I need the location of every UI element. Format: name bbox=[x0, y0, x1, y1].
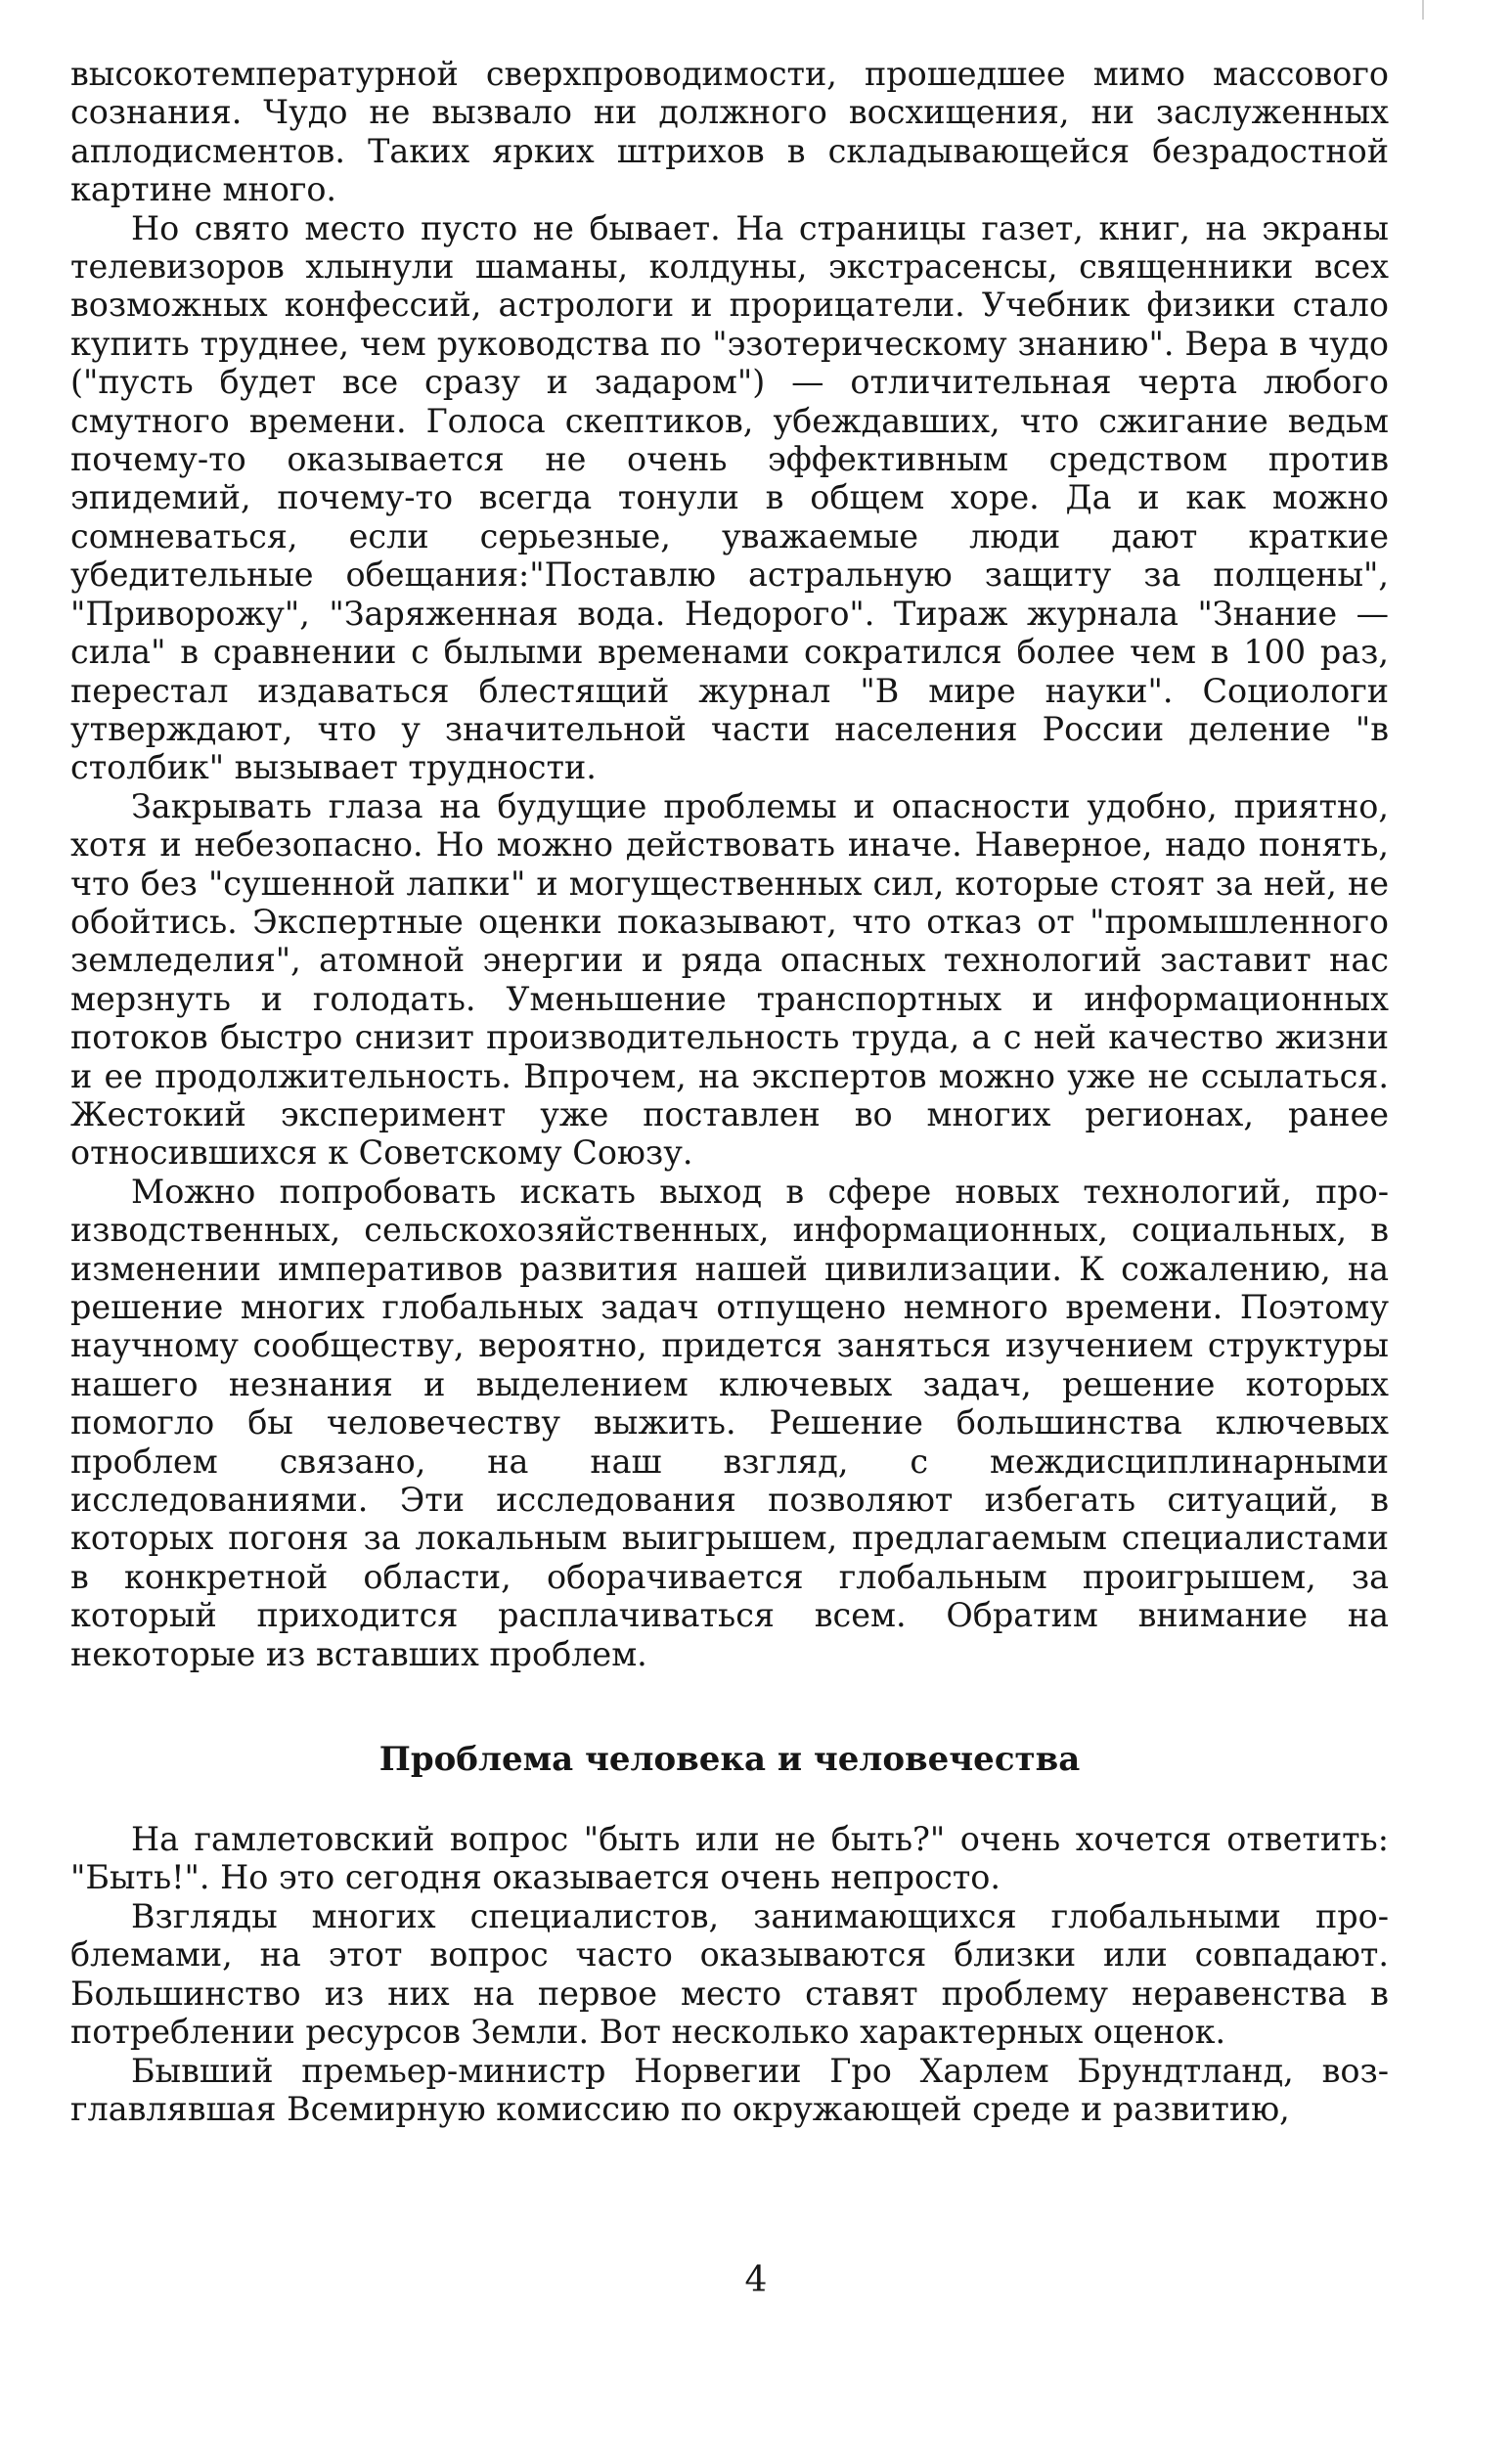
page-number: 4 bbox=[744, 2260, 768, 2300]
paragraph-experts-views: Взгляды многих специалистов, занимающихся глобальными проблемами, на этот вопрос часто оказываются близки или совпадают. Большинство из них на первое место ставят проблему неравенства в потреблении ресурсов Земли. Вот несколько характерных оценок. bbox=[70, 1896, 1389, 2052]
paragraph-dangers: Закрывать глаза на будущие проблемы и опасности удобно, приятно, хотя и небезопасно. Но можно действовать иначе. Наверное, надо понять, что без "сушенной лапки" и могущественных сил, которые стоят за ней, не обойтись. Экспертные оценки показывают, что отказ от "промышленного земледелия", атомной энергии и ряда опасных технологий заставит нас мерзнуть и голодать. Уменьшение транспортных и информационных потоков быстро снизит производительность труда, а с ней качество жизни и ее продолжительность. Впрочем, на экспертов можно уже не ссылаться. Жестокий эксперимент уже поставлен во многих регионах, ранее относившихся к Советскому Союзу. bbox=[70, 786, 1389, 1173]
paragraph-continuation: высокотемпературной сверхпроводимости, прошедшее мимо массового сознания. Чудо не вызвало ни должного восхищения, ни заслуженных аплодисментов. Таких ярких штрихов в складывающейся безрадостной картине много. bbox=[70, 55, 1389, 209]
section-heading: Проблема человека и человечества bbox=[378, 1740, 1081, 1780]
scan-edge-mark bbox=[1422, 0, 1424, 20]
paragraph-esoteric: Но свято место пусто не бывает. На страницы газет, книг, на экраны телевизоров хлынули шаманы, колдуны, экстрасенсы, священники всех возможных конфессий, астрологи и прорицатели. Учебник физики стало купить труднее, чем руководства по "эзотерическому знанию". Вера в чудо ("пусть будет все сразу и задаром") — отличительная черта любого смутного времени. Голоса скептиков, убеждавших, что сжигание ведьм почему-то оказывается не очень эффективным средством против эпидемий, почему-то всегда тонули в общем хоре. Да и как можно сомневаться, если серьезные, уважаемые люди дают краткие убедительные обещания:"Поставлю астральную защиту за полцены", "Приворожу", "Заряженная вода. Недорого". Тираж журнала "Знание — сила" в сравнении с былыми временами сократился более чем в 100 раз, перестал издаваться блестящий журнал "В мире науки". Социологи утверждают, что у значительной части населения России деление "в столбик" вызывает трудности. bbox=[70, 208, 1389, 787]
paragraph-hamlet-question: На гамлетовский вопрос "быть или не быть?" очень хочется ответить: "Быть!". Но это сегодня оказывается очень непросто. bbox=[70, 1820, 1389, 1897]
paragraph-new-technologies: Можно попробовать искать выход в сфере новых технологий, производственных, сельскохозяйственных, информационных, социальных, в изменении императивов развития нашей цивилизации. К сожалению, на решение многих глобальных задач отпущено немного времени. Поэтому научному сообществу, вероятно, придется заняться изучением структуры нашего незнания и выделением ключевых задач, решение которых помогло бы человечеству выжить. Решение большинства ключевых проблем связано, на наш взгляд, с междисциплинарными исследованиями. Эти исследования позволяют избегать ситуаций, в которых погоня за локальным выигрышем, предлагаемым специалистами в конкретной области, оборачивается глобальным проигрышем, за который приходится расплачиваться всем. Обратим внимание на некоторые из вставших проблем. bbox=[70, 1172, 1389, 1673]
page-body bbox=[70, 55, 1389, 2128]
paragraph-brundtland: Бывший премьер-министр Норвегии Гро Харлем Брундтланд, возглавлявшая Всемирную комиссию по окружающей среде и развитию, bbox=[70, 2051, 1389, 2128]
